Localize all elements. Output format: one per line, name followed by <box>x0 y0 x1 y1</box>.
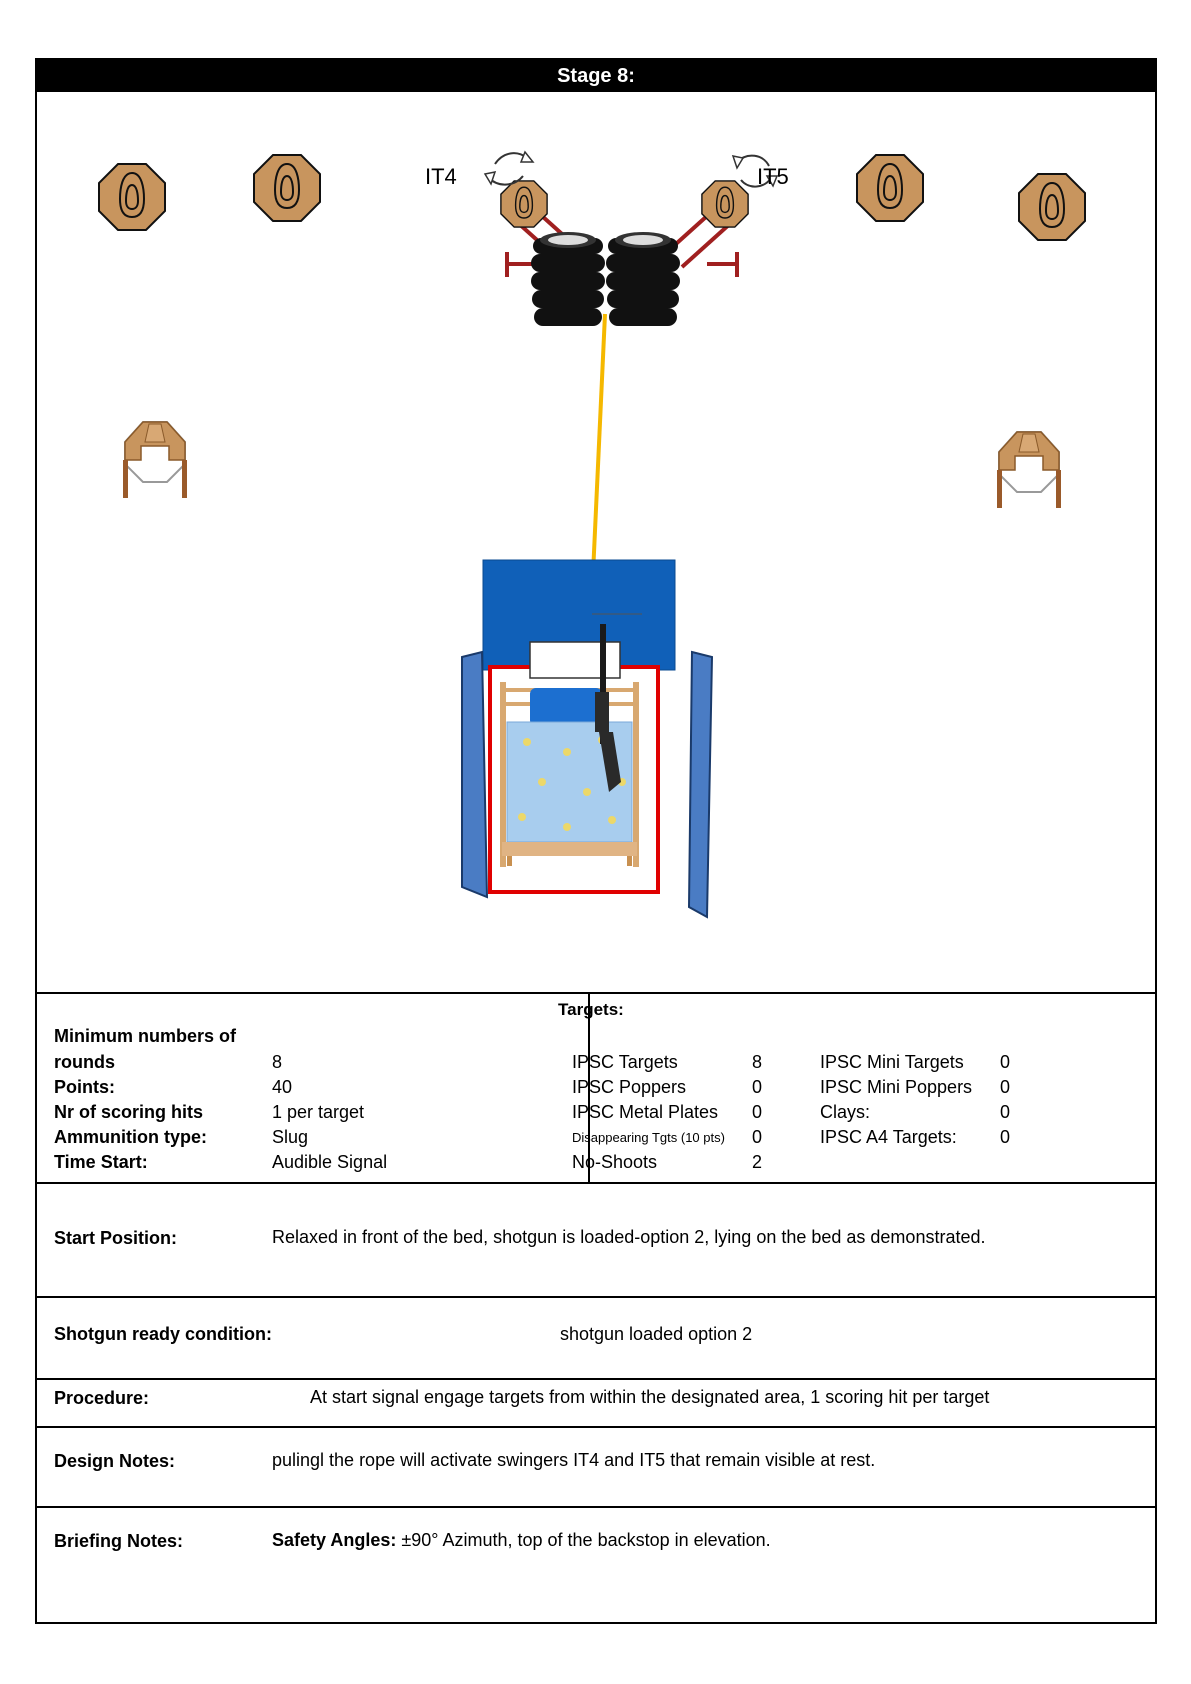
target-type-label: IPSC A4 Targets: <box>820 1127 957 1147</box>
points-value: 40 <box>272 1077 293 1097</box>
target-type-count: 0 <box>752 1127 763 1147</box>
briefing-notes-label: Briefing Notes: <box>54 1531 184 1551</box>
target-type-count: 0 <box>1000 1052 1011 1072</box>
ammo-value: Slug <box>272 1127 309 1147</box>
ready-condition-label: Shotgun ready condition: <box>54 1324 272 1344</box>
time-start-label: Time Start: <box>54 1152 148 1172</box>
min-rounds-value: 8 <box>272 1052 283 1072</box>
label-it5: IT5 <box>757 164 789 189</box>
no-shoot-target <box>123 422 187 498</box>
target-type-count: 0 <box>1000 1127 1011 1147</box>
safety-angles-text: ±90° Azimuth, top of the backstop in elevation. <box>396 1530 771 1550</box>
points-label: Points: <box>54 1077 115 1097</box>
stage-sheet <box>35 58 1157 1624</box>
target-type-label: No-Shoots <box>572 1152 658 1172</box>
ipsc-target <box>99 164 165 230</box>
divider <box>37 1378 1155 1380</box>
target-type-label: Clays: <box>820 1102 871 1122</box>
stage-title: Stage 8: <box>37 60 1155 92</box>
target-type-label: Disappearing Tgts (10 pts) <box>572 1130 725 1145</box>
target-type-label: IPSC Poppers <box>572 1077 687 1097</box>
shotgun-holder <box>530 642 620 678</box>
stage-diagram <box>37 92 1155 992</box>
target-type-count: 0 <box>1000 1102 1011 1122</box>
scoring-hits-label: Nr of scoring hits <box>54 1102 204 1122</box>
divider <box>37 1426 1155 1428</box>
min-rounds-label: Minimum numbers of <box>54 1026 237 1046</box>
start-position-label: Start Position: <box>54 1228 178 1248</box>
ammo-label: Ammunition type: <box>54 1127 207 1147</box>
target-type-count: 0 <box>752 1102 763 1122</box>
tyre-stack-left <box>507 232 605 326</box>
time-start-value: Audible Signal <box>272 1152 388 1172</box>
target-type-label: IPSC Mini Poppers <box>820 1077 973 1097</box>
ipsc-target <box>254 155 320 221</box>
briefing-notes-text <box>272 1530 771 1551</box>
safety-angles-label: Safety Angles: <box>272 1530 397 1550</box>
stage-layout-drawing <box>37 92 1155 992</box>
procedure-text: At start signal engage targets from within the designated area, 1 scoring hit per target <box>310 1387 990 1407</box>
divider <box>37 1182 1155 1184</box>
target-type-count: 8 <box>752 1052 763 1072</box>
label-it4: IT4 <box>425 164 457 189</box>
min-rounds-label-cont: rounds <box>54 1052 115 1072</box>
swinger-target-it5 <box>702 181 748 227</box>
divider <box>37 1296 1155 1298</box>
ipsc-target <box>1019 174 1085 240</box>
procedure-label: Procedure: <box>54 1388 150 1408</box>
start-position-text: Relaxed in front of the bed, shotgun is loaded-option 2, lying on the bed as demonstrated. <box>272 1227 986 1247</box>
targets-heading: Targets: <box>558 1000 624 1019</box>
ipsc-target <box>857 155 923 221</box>
side-wall-right <box>689 652 712 917</box>
target-type-label: IPSC Targets <box>572 1052 678 1072</box>
side-wall-left <box>462 652 487 897</box>
target-type-count: 0 <box>752 1077 763 1097</box>
tyre-stack-right <box>606 232 737 326</box>
target-type-count: 2 <box>752 1152 763 1172</box>
target-type-label: IPSC Metal Plates <box>572 1102 719 1122</box>
design-notes-text: pulingl the rope will activate swingers IT4 and IT5 that remain visible at rest. <box>272 1450 876 1470</box>
scoring-hits-value: 1 per target <box>272 1102 365 1122</box>
target-type-label: IPSC Mini Targets <box>820 1052 964 1072</box>
design-notes-label: Design Notes: <box>54 1451 176 1471</box>
no-shoot-target <box>997 432 1061 508</box>
target-type-count: 0 <box>1000 1077 1011 1097</box>
swinger-target-it4 <box>501 181 547 227</box>
ready-condition-text: shotgun loaded option 2 <box>560 1324 753 1344</box>
divider <box>37 992 1155 994</box>
rotation-arrow-icon <box>485 152 533 185</box>
divider <box>37 1506 1155 1508</box>
